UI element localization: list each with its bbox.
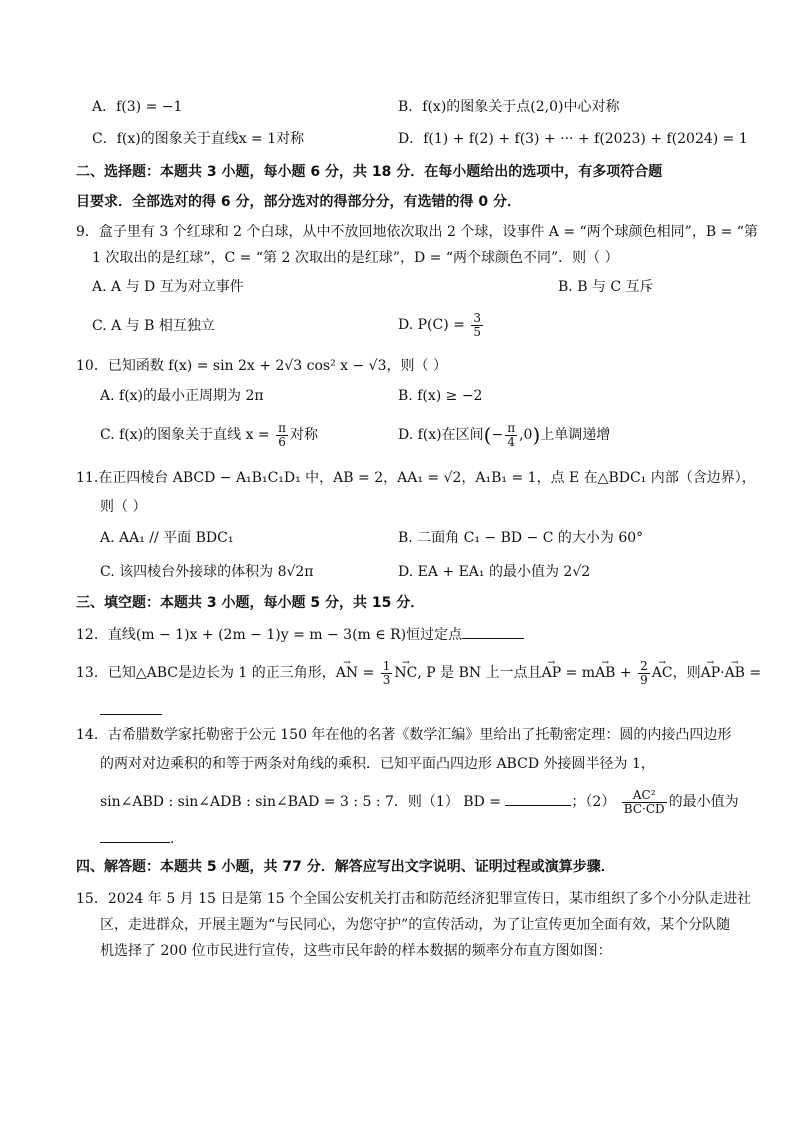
- q14-answer-blank-1: [505, 791, 571, 806]
- q11-stem-line1: 11.在正四棱台 ABCD − A₁B₁C₁D₁ 中，AB = 2，AA₁ = √2，A₁B₁ = 1，点 E 在△BDC₁ 内部（含边界），: [76, 470, 756, 486]
- q13-text-2: , P 是 BN 上一点且: [417, 665, 542, 681]
- q14-line4-period: ．: [170, 831, 184, 847]
- q14-f-numerator: AC²: [622, 789, 667, 803]
- q12: [76, 624, 524, 645]
- q11-stem-line2: 则（ ）: [100, 499, 147, 515]
- q13-f1-numerator: 1: [382, 658, 391, 673]
- q13-vec-an: → AN: [336, 656, 358, 690]
- q13-fraction-1: [381, 660, 393, 687]
- q9-option-d-fraction: [471, 312, 483, 339]
- q10-d-right-paren: ): [532, 423, 541, 447]
- q8-option-a: A．f(3) = −1: [92, 99, 183, 115]
- q9-option-d-prefix: D. P(C) =: [398, 317, 465, 333]
- q13-f2-numerator: 2: [640, 658, 648, 673]
- q13-vec-nc: → NC: [394, 656, 417, 690]
- q14-answer-blank-2: [100, 828, 170, 843]
- section-2-heading-line1: 二、选择题：本题共 3 小题，每小题 6 分，共 18 分．在每小题给出的选项中，有多项符合题: [76, 164, 663, 180]
- q9-option-c: C. A 与 B 相互独立: [92, 318, 215, 334]
- q11-option-c: C. 该四棱台外接球的体积为 8√2π: [100, 564, 314, 580]
- q8-option-b: B．f(x)的图象关于点(2,0)中心对称: [398, 99, 620, 115]
- q10-option-b: B. f(x) ≥ −2: [398, 388, 483, 404]
- q14-line3-part2: ；（2）: [571, 794, 616, 810]
- q10-d-denominator: 4: [507, 434, 515, 449]
- q13-dot: ·: [720, 665, 725, 681]
- q9-d-numerator: 3: [473, 310, 481, 325]
- q13-plus: +: [619, 665, 632, 681]
- section-2-heading-line2: 目要求．全部选对的得 6 分，部分选对的得部分分，有选错的得 0 分．: [76, 194, 521, 210]
- q10-option-d-suffix: 上单调递增: [540, 427, 611, 443]
- q13-line: [76, 656, 761, 690]
- q8-option-c: C．f(x)的图象关于直线x = 1对称: [92, 131, 305, 147]
- q14-line1: 14．古希腊数学家托勒密于公元 150 年在他的名著《数学汇编》里给出了托勒密定理：圆的内接凸四边形: [76, 727, 732, 743]
- q13-vec-ab-2: → AB: [725, 656, 745, 690]
- q10-option-c-suffix: 对称: [289, 427, 318, 443]
- q10-option-d-prefix: D. f(x)在区间: [398, 427, 484, 443]
- q13-answer-blank: [100, 700, 162, 715]
- q10-option-c: [100, 418, 318, 452]
- q10-c-numerator: π: [278, 420, 286, 435]
- q14-line3-part3: 的最小值为: [668, 794, 739, 810]
- q8-option-d: D．f(1) + f(2) + f(3) + ··· + f(2023) + f(2024) = 1: [398, 131, 748, 147]
- q11-option-b: B. 二面角 C₁ − BD − C 的大小为 60°: [398, 530, 644, 546]
- q13-eq: =: [362, 665, 375, 681]
- q13-vec-ac: → AC: [652, 656, 673, 690]
- q12-answer-blank: [462, 624, 524, 639]
- q10-d-numerator: π: [507, 420, 516, 435]
- q13-vec-ap: → AP: [542, 656, 562, 690]
- q10-stem: 10．已知函数 f(x) = sin 2x + 2√3 cos² x − √3，则（ ）: [76, 358, 447, 374]
- q14-line3: [100, 784, 739, 820]
- q13-fraction-2: [638, 660, 650, 687]
- q9-option-d: [398, 308, 485, 342]
- q13-f1-denominator: 3: [382, 672, 391, 687]
- q13-text-3: = m: [565, 665, 596, 681]
- q13-vec-ap-2: → AP: [701, 656, 721, 690]
- q15-line3: 机选择了 200 位市民进行宣传，这些市民年龄的样本数据的频率分布直方图如图：: [100, 943, 612, 959]
- q10-option-c-prefix: C. f(x)的图象关于直线 x =: [100, 427, 270, 443]
- q9-option-b: B. B 与 C 互斥: [558, 279, 654, 295]
- q10-d-left-paren: (: [483, 423, 492, 447]
- q15-line2: 区，走进群众，开展主题为“与民同心，为您守护”的宣传活动，为了让宣传更加全面有效，某个分队随: [100, 917, 731, 933]
- section-3-heading: 三、填空题：本题共 3 小题，每小题 5 分，共 15 分．: [76, 595, 425, 611]
- q14-f-denominator: BC·CD: [623, 801, 665, 816]
- q10-option-c-fraction: [276, 422, 288, 449]
- q11-option-a: A. AA₁ // 平面 BDC₁: [100, 530, 234, 546]
- q14-fraction: [622, 789, 667, 816]
- q9-option-a: A. A 与 D 互为对立事件: [92, 279, 244, 295]
- q15-line1: 15．2024 年 5 月 15 日是第 15 个全国公安机关打击和防范经济犯罪宣传日，某市组织了多个小分队走进社: [76, 891, 752, 907]
- q13-text-6: =: [749, 665, 762, 681]
- q14-line4: [100, 828, 184, 849]
- q13-text-1: 13．已知△ABC是边长为 1 的正三角形，: [76, 665, 336, 681]
- q12-text: 12．直线(m − 1)x + (2m − 1)y = m − 3(m ∈ R)恒过定点: [76, 627, 463, 643]
- q10-option-a: A. f(x)的最小正周期为 2π: [100, 388, 264, 404]
- q10-option-d: D. f(x)在区间(− $\frac{\pi}{4}$ ,0)上单调递增: [398, 420, 611, 449]
- q10-option-d-fraction: [505, 422, 517, 449]
- q13-text-5: ，则: [672, 665, 701, 681]
- q9-d-denominator: 5: [473, 324, 481, 339]
- q9-stem-line1: 9．盒子里有 3 个红球和 2 个白球，从中不放回地依次取出 2 个球，设事件 A = “两个球颜色相同”，B = “第: [76, 224, 758, 240]
- q14-line2: 的两对对边乘积的和等于两条对角线的乘积．已知平面凸四边形 ABCD 外接圆半径为 1，: [100, 756, 655, 772]
- q11-option-d: D. EA + EA₁ 的最小值为 2√2: [398, 564, 591, 580]
- q13-f2-denominator: 9: [640, 672, 648, 687]
- q13-vec-ab: → AB: [595, 656, 615, 690]
- q14-line3-part1: sin∠ABD : sin∠ADB : sin∠BAD = 3 : 5 : 7．则（1） BD =: [100, 794, 501, 810]
- q10-c-denominator: 6: [278, 434, 286, 449]
- q9-stem-line2: 1 次取出的是红球”，C = “第 2 次取出的是红球”，D = “两个球颜色不同”．则（ ）: [92, 250, 619, 266]
- section-4-heading: 四、解答题：本题共 5 小题，共 77 分．解答应写出文字说明、证明过程或演算步骤．: [76, 859, 615, 875]
